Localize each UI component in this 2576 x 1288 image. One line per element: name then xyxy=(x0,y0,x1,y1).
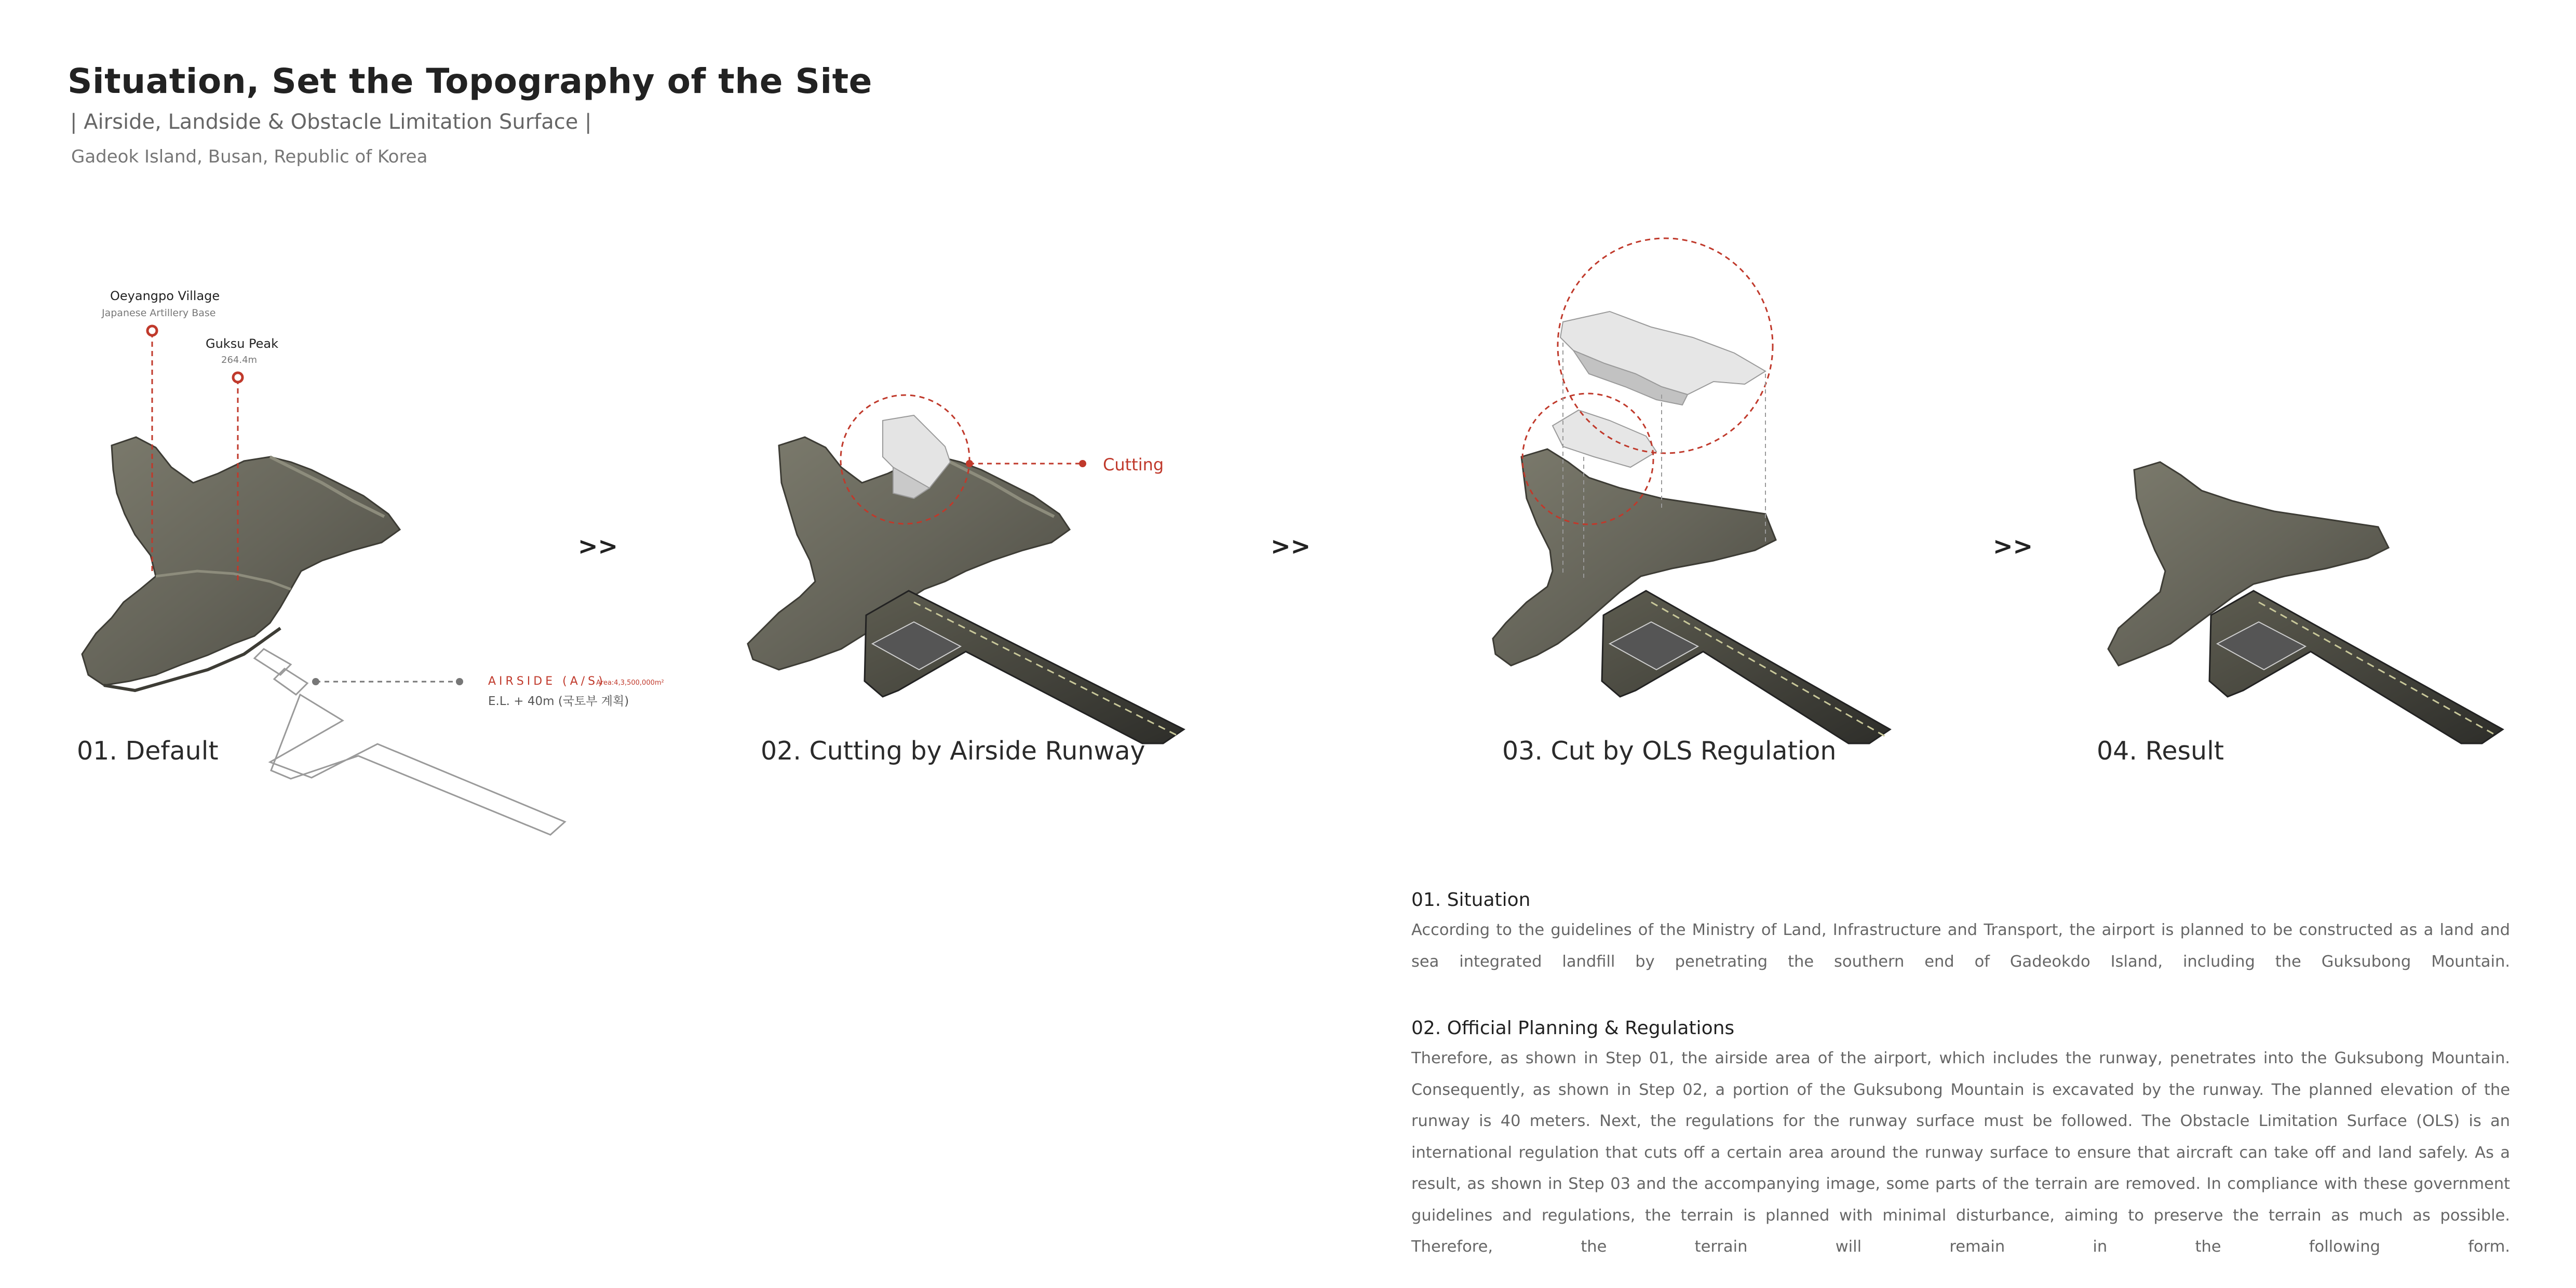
airside-label: AIRSIDE (A/S) xyxy=(488,675,606,688)
cutting-leader xyxy=(966,460,1086,467)
page-location: Gadeok Island, Busan, Republic of Korea xyxy=(71,146,428,167)
step-label-3: 03. Cut by OLS Regulation xyxy=(1502,736,1837,766)
airside-area: Area:4,3,500,000m² xyxy=(596,679,664,687)
oeyangpo-label: Oeyangpo Village xyxy=(110,289,220,303)
step-arrow-2: >> xyxy=(1271,532,1311,560)
step3-runway xyxy=(1602,591,1890,743)
oeyangpo-sublabel: Japanese Artillery Base xyxy=(102,307,216,319)
step-label-1: 01. Default xyxy=(77,736,219,766)
page-subtitle: | Airside, Landside & Obstacle Limitation Surface | xyxy=(70,110,592,134)
step-arrow-1: >> xyxy=(578,532,618,560)
page-title: Situation, Set the Topography of the Site xyxy=(68,61,872,101)
step-label-4: 04. Result xyxy=(2097,736,2224,766)
step-label-2: 02. Cutting by Airside Runway xyxy=(761,736,1145,766)
step2-runway xyxy=(865,591,1184,743)
step4-runway xyxy=(2209,591,2503,743)
step-arrow-3: >> xyxy=(1993,532,2033,560)
section-body-situation: According to the guidelines of the Ministry of Land, Infrastructure and Transport, the airport is planned to be constructed as a land and sea integrated landfill by penetrating the southern end of Gadeokdo Island, including the Guksubong Mountain. xyxy=(1411,921,2510,971)
cutting-label: Cutting xyxy=(1103,455,1164,474)
step3-cut-volume-small xyxy=(1553,410,1656,467)
section-heading-regulations: 02. Official Planning & Regulations xyxy=(1411,1018,1735,1039)
step3-cut-volume-large xyxy=(1560,311,1765,405)
airside-elevation: E.L. + 40m (국토부 계획) xyxy=(488,695,629,708)
guksu-label: Guksu Peak xyxy=(206,336,279,351)
step1-terrain xyxy=(82,437,400,690)
airside-leader xyxy=(312,678,463,685)
guksu-elevation: 264.4m xyxy=(221,355,258,365)
section-body-regulations: Therefore, as shown in Step 01, the airside area of the airport, which includes the runway, penetrates into the Guksubong Mountain. Consequently, as shown in Step 02, a portion of the Guksubong Mountain is excavated by the runway. The planned elevation of the runway is 40 meters. Next, the regulations for the runway surface must be followed. The Obstacle Limitation Surface (OLS) is an international regulation that cuts off a certain area around the runway surface to ensure that aircraft can take off and land safely. As a result, as shown in Step 03 and the accompanying image, some parts of the terrain are removed. In compliance with these government guidelines and regulations, the terrain is planned with minimal disturbance, aiming to preserve the terrain as much as possible. Therefore, the terrain will remain in the following form. xyxy=(1411,1049,2510,1256)
section-heading-situation: 01. Situation xyxy=(1411,889,1531,911)
